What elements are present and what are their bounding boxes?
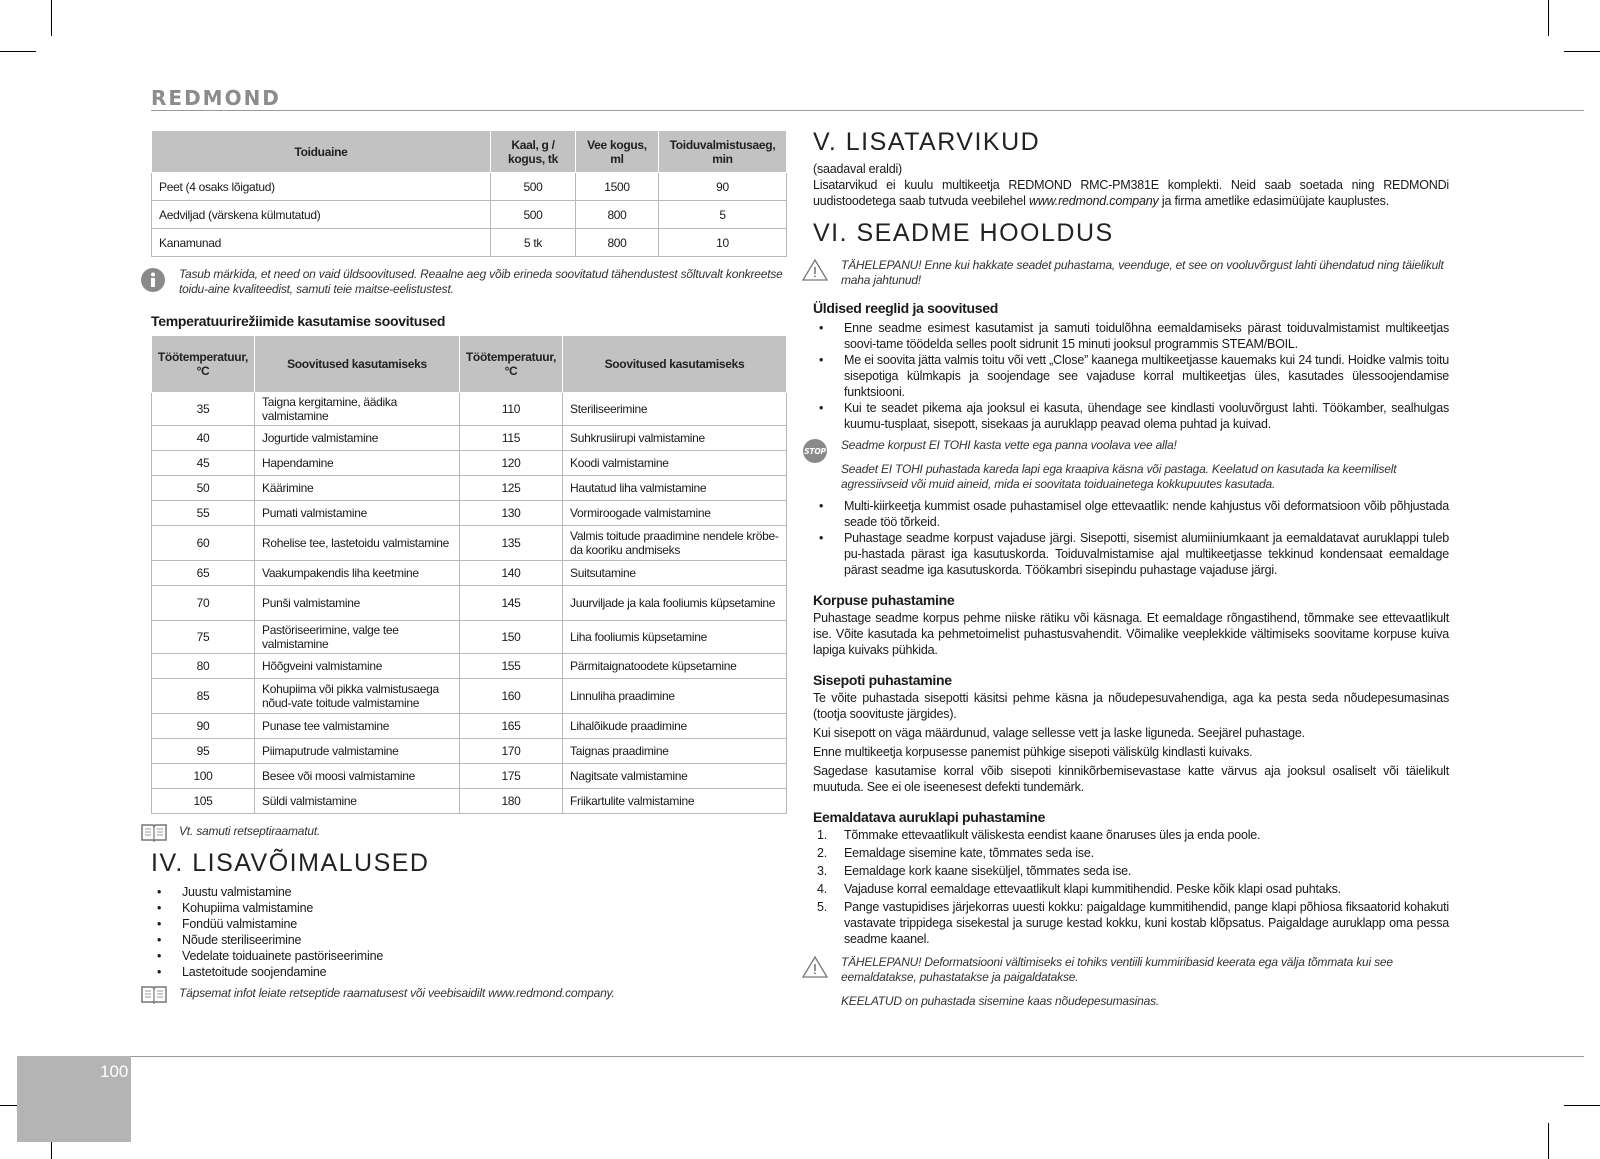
pot-text: Enne multikeetja korpusesse panemist pühkige sisepoti väliskülg kindlasti kuivaks. (813, 745, 1253, 759)
table-cell: 800 (576, 201, 659, 229)
table-cell: 155 (460, 654, 563, 679)
table-cell: Suitsutamine (563, 561, 787, 586)
table-cell: Punase tee valmistamine (255, 714, 460, 739)
table-row (152, 679, 787, 714)
table-cell: Pärmitaignatoodete küpsetamine (563, 654, 787, 679)
table-cell: 170 (460, 739, 563, 764)
crop-mark (1548, 0, 1549, 36)
table-row (152, 526, 787, 561)
table-cell: Juurviljade ja kala fooliumis küpsetamine (563, 586, 787, 621)
right-column (804, 128, 1449, 1009)
website-link[interactable]: www.redmond.company (1029, 194, 1159, 208)
table-cell: 100 (152, 764, 255, 789)
pot-heading: Sisepoti puhastamine (813, 672, 952, 688)
table-cell: Aedviljad (värskena külmutatud) (152, 201, 491, 229)
table-row (152, 229, 787, 257)
info-icon (140, 267, 166, 297)
table-cell: 50 (152, 476, 255, 501)
list-item: • Kohupiima valmistamine (151, 900, 787, 916)
table-cell: 55 (152, 501, 255, 526)
table-cell: Rohelise tee, lastetoidu valmistamine (255, 526, 460, 561)
list-item: • Nõude steriliseerimine (151, 932, 787, 948)
warning-icon (802, 955, 828, 983)
table-cell: Vormiroogade valmistamine (563, 501, 787, 526)
table-cell: 160 (460, 679, 563, 714)
table-cell: Taignas praadimine (563, 739, 787, 764)
table-cell: Hautatud liha valmistamine (563, 476, 787, 501)
table-cell: Lihalõikude praadimine (563, 714, 787, 739)
table-cell: Liha fooliumis küpsetamine (563, 621, 787, 654)
table-cell: 35 (152, 393, 255, 426)
table-cell: Taigna kergitamine, äädika valmistamine (255, 393, 460, 426)
table-cell: 130 (460, 501, 563, 526)
crop-mark (51, 0, 52, 36)
list-item: 5. Pange vastupidises järjekorras uuesti kokku: paigaldage kummitihendid, pange klapi põhiosa fiksaatorid kohakuti vastavate trippidega sisekestal ja suruge kestad kokku, kuni kostab klõpsatus. Paigaldage auruklapp oma pessa seadme kaanel. (817, 900, 1449, 946)
valve-heading: Eemaldatava auruklapi puhastamine (813, 809, 1046, 825)
table-cell: 40 (152, 426, 255, 451)
table-cell: 115 (460, 426, 563, 451)
table-header: Toiduaine (152, 131, 491, 173)
table-cell: Kanamunad (152, 229, 491, 257)
table-row (152, 393, 787, 426)
table-cell: 1500 (576, 173, 659, 201)
table-cell: Suhkrusiirupi valmistamine (563, 426, 787, 451)
warning-icon (802, 258, 828, 286)
table-cell: 800 (576, 229, 659, 257)
table-cell: 90 (152, 714, 255, 739)
footer-divider (129, 1056, 1584, 1057)
table-row (152, 586, 787, 621)
table-cell: 125 (460, 476, 563, 501)
general-list (813, 320, 1449, 432)
table-cell: Punši valmistamine (255, 586, 460, 621)
table-cell: Käärimine (255, 476, 460, 501)
table-cell: Besee või moosi valmistamine (255, 764, 460, 789)
table-row (152, 739, 787, 764)
table-cell: 80 (152, 654, 255, 679)
table-cell: Valmis toitude praadimine nendele kröbe-da kooriku andmiseks (563, 526, 787, 561)
table-cell: 10 (659, 229, 787, 257)
table-cell: 5 tk (491, 229, 576, 257)
table-cell: 145 (460, 586, 563, 621)
stop-label: STOP (804, 447, 826, 456)
table-cell: Piimaputrude valmistamine (255, 739, 460, 764)
table-cell: 90 (659, 173, 787, 201)
table-header: Toiduvalmistusaeg, min (659, 131, 787, 173)
body-text: Puhastage seadme korpus pehme niiske rätiku või käsnaga. Et eemaldage rõngastihend, tõmmake see ettevaatlikult ise. Võite kasutada ka pehmetoimelist puhastusvahendit. Võimalike veeplekkide vältimiseks soovitame korpuse kuiva lapiga kuivaks pühkida. (813, 611, 1449, 657)
table-cell: Vaakumpakendis liha keetmine (255, 561, 460, 586)
table-cell: 45 (152, 451, 255, 476)
pot-text: Sagedase kasutamise korral võib sisepoti kinnikõrbemisevastase katte värvus aja jooksul osaliselt või täielikult muutuda. See ei ole iseenesest defekti tundemärk. (813, 764, 1449, 794)
table-cell: 500 (491, 173, 576, 201)
accessories-text: Lisatarvikud ei kuulu multikeetja REDMOND RMC-PM381E komplekti. Neid saab soetada ning REDMONDi uudistoodetega saab tutvuda veebilehel www.redmond.company ja firma ametlike edasimüüjate kauplustes. (813, 178, 1449, 208)
table-cell: 5 (659, 201, 787, 229)
table-header: Töötemperatuur, °C (152, 336, 255, 393)
table-cell: Peet (4 osaks lõigatud) (152, 173, 491, 201)
table-cell: Nagitsate valmistamine (563, 764, 787, 789)
table-cell: Steriliseerimine (563, 393, 787, 426)
table-cell: 180 (460, 789, 563, 814)
table-cell: Jogurtide valmistamine (255, 426, 460, 451)
table-cell: 60 (152, 526, 255, 561)
table-cell: Pastöriseerimine, valge tee valmistamine (255, 621, 460, 654)
section-title: V. LISATARVIKUD (813, 128, 1041, 156)
left-column (151, 130, 787, 1001)
list-item: • Me ei soovita jätta valmis toitu või vett „Close” kaanega multikeetjasse kauemaks kui 24 tundi. Hoidke valmis toitu sisepotiga külmkapis ja soojendage see vajaduse korral multikeetjas üles, kasutades ülessoojendamise funktsiooni. (813, 352, 1449, 400)
general-list-2 (813, 498, 1449, 578)
table-cell: 70 (152, 586, 255, 621)
table-cell: 105 (152, 789, 255, 814)
body-heading: Korpuse puhastamine (813, 592, 955, 608)
table-cell: Süldi valmistamine (255, 789, 460, 814)
page-number: 100 (100, 1062, 129, 1081)
pot-text: Kui sisepott on väga määrdunud, valage sellesse vett ja laske liguneda. Seejärel puhastage. (813, 726, 1305, 740)
table-cell: 135 (460, 526, 563, 561)
table-row (152, 789, 787, 814)
warning-note: TÄHELEPANU! Enne kui hakkate seadet puhastama, veenduge, et see on vooluvõrgust lahti ühendatud ning täielikult maha jahtunud! (813, 258, 1449, 288)
table-cell: 85 (152, 679, 255, 714)
pot-text: Te võite puhastada sisepotti käsitsi pehme käsna ja nõudepesuvahendiga, aga ka pesta seda nõudepesumasinas (tootja soovituste järgides). (813, 691, 1449, 721)
table-header: Soovitused kasutamiseks (563, 336, 787, 393)
book-icon (140, 984, 168, 1008)
list-item: • Juustu valmistamine (151, 884, 787, 900)
table-header: Vee kogus, ml (576, 131, 659, 173)
crop-mark (1564, 1105, 1600, 1106)
table-cell: Pumati valmistamine (255, 501, 460, 526)
crop-mark (1564, 51, 1600, 52)
temperature-heading: Temperatuurirežiimide kasutamise soovitused (151, 313, 446, 329)
table-cell: 500 (491, 201, 576, 229)
book-note: Vt. samuti retseptiraamatut. (151, 824, 787, 839)
cooking-table (151, 130, 787, 257)
list-item: • Kui te seadet pikema aja jooksul ei kasuta, ühendage see kindlasti vooluvõrgust lahti. Töökamber, sealhulgas kuumu-tusplaat, sisepott, sisekaas ja auruklapp peavad olema puhtad ja kuivad. (813, 400, 1449, 432)
table-cell: 175 (460, 764, 563, 789)
list-item: 4. Vajaduse korral eemaldage ettevaatlikult klapi kummitihendid. Peske kõik klapi osad puhtaks. (817, 882, 1341, 896)
table-cell: Kohupiima või pikka valmistusaega nõud-vate toitude valmistamine (255, 679, 460, 714)
table-row (152, 621, 787, 654)
stop-icon (802, 438, 828, 468)
book-note: Täpsemat infot leiate retseptide raamatusest või veebisaidilt www.redmond.company. (151, 986, 787, 1001)
book-icon (140, 822, 168, 846)
table-row (152, 476, 787, 501)
info-note: Tasub märkida, et need on vaid üldsoovitused. Reaalne aeg võib erineda soovitatud tähendustest sõltuvalt konkreetse toidu-aine kvaliteedist, samuti teie maitse-eelistustest. (151, 267, 787, 297)
stop-note: STOP Seadme korpust EI TOHI kasta vette ega panna voolava vee alla! Seadet EI TOHI puhastada kareda lapi ega kraapiva käsna või pastaga. Keelatud on kasutada ka keemiliselt agressiivseid või muid aineid, mida ei soovitata toiduainetega kokkupuutes kasutada. (813, 438, 1449, 492)
table-cell: 140 (460, 561, 563, 586)
table-header: Soovitused kasutamiseks (255, 336, 460, 393)
table-cell: Friikartulite valmistamine (563, 789, 787, 814)
table-cell: 110 (460, 393, 563, 426)
table-row (152, 201, 787, 229)
table-cell: 150 (460, 621, 563, 654)
stop-note-text: Seadet EI TOHI puhastada kareda lapi ega kraapiva käsna või pastaga. Keelatud on kasutada ka keemiliselt agressiivseid või muid aineid, mida ei soovitata toiduainetega kokkupuutes kasutada. (841, 462, 1397, 491)
header-divider (151, 110, 1584, 111)
table-cell: 165 (460, 714, 563, 739)
table-row (152, 654, 787, 679)
list-item: • Puhastage seadme korpust vajaduse järgi. Sisepotti, sisemist alumiiniumkaant ja eemaldatavat auruklappi tuleb pu-hastada pärast iga kasutuskorda. Toiduvalmistamise ajal multikeetjasse tekkinud kondensaat eemaldage pärast seadme iga kasutuskorda. Töökambri sisepindu puhastage vajaduse järgi. (813, 530, 1449, 578)
table-row (152, 426, 787, 451)
list-item: • Enne seadme esimest kasutamist ja samuti toidulõhna eemaldamiseks pärast toiduvalmistamist multikeetjas soovi-tame töödelda selles poolt sidrunit 15 minuti jooksul programmis STEAM/BOIL. (813, 320, 1449, 352)
list-item: • Lastetoitude soojendamine (151, 964, 787, 980)
warning-note-text: KEELATUD on puhastada sisemine kaas nõudepesumasinas. (841, 994, 1160, 1008)
table-row (152, 764, 787, 789)
table-cell: Hõõgveini valmistamine (255, 654, 460, 679)
table-row (152, 561, 787, 586)
section-subtitle: (saadaval eraldi) (813, 162, 903, 176)
table-cell: 75 (152, 621, 255, 654)
warning-note: TÄHELEPANU! Deformatsiooni vältimiseks ei tohiks ventiili kummiribasid keerata ega välja tõmmata kui see eemaldatakse, puhastatakse ja paigaldatakse. KEELATUD on puhastada sisemine kaas nõudepesumasinas. (813, 955, 1449, 1009)
table-cell: 95 (152, 739, 255, 764)
features-list (151, 884, 787, 980)
list-item: • Fondüü valmistamine (151, 916, 787, 932)
table-row (152, 501, 787, 526)
valve-steps (813, 827, 1449, 947)
table-header: Töötemperatuur, °C (460, 336, 563, 393)
general-heading: Üldised reeglid ja soovitused (813, 300, 999, 316)
list-item: 1. Tõmmake ettevaatlikult väliskesta eendist kaane õnaruses üles ja enda poole. (817, 828, 1261, 842)
table-row (152, 451, 787, 476)
list-item: • Vedelate toiduainete pastöriseerimine (151, 948, 787, 964)
brand-logo: REDMOND (151, 86, 281, 110)
table-cell: Hapendamine (255, 451, 460, 476)
table-row (152, 714, 787, 739)
table-cell: 65 (152, 561, 255, 586)
table-cell: 120 (460, 451, 563, 476)
table-row (152, 173, 787, 201)
crop-mark (1548, 1123, 1549, 1159)
list-item: 2. Eemaldage sisemine kate, tõmmates seda ise. (817, 846, 1094, 860)
table-cell: Linnuliha praadimine (563, 679, 787, 714)
temperature-table (151, 335, 787, 814)
list-item: • Multi-kiirkeetja kummist osade puhastamisel olge ettevaatlik: nende kahjustus või deformatsioon võib põhjustada seade töö tõrkeid. (813, 498, 1449, 530)
table-cell: Koodi valmistamine (563, 451, 787, 476)
crop-mark (0, 51, 36, 52)
section-title: VI. SEADME HOOLDUS (813, 219, 1114, 247)
section-title: IV. LISAVÕIMALUSED (151, 849, 430, 877)
list-item: 3. Eemaldage kork kaane siseküljel, tõmmates seda ise. (817, 864, 1132, 878)
table-header: Kaal, g / kogus, tk (491, 131, 576, 173)
